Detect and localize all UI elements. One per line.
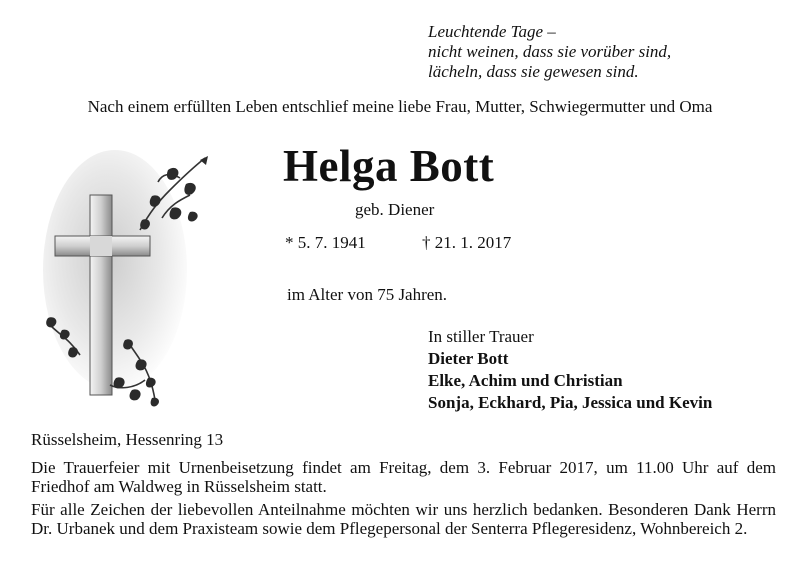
mourner-name: Dieter Bott [428, 349, 509, 368]
birth-date: * 5. 7. 1941 [285, 233, 366, 252]
birth-name: geb. Diener [355, 200, 435, 219]
deceased-name: Helga Bott [283, 141, 495, 191]
mourner-name: Elke, Achim und Christian [428, 371, 623, 390]
motto-poem [428, 22, 671, 82]
funeral-notice: Die Trauerfeier mit Urnenbeisetzung findet am Freitag, dem 3. Februar 2017, um 11.00 Uhr auf dem Friedhof am Waldweg in Rüsselsheim statt. [31, 458, 776, 496]
mourner-name: Sonja, Eckhard, Pia, Jessica und Kevin [428, 393, 713, 412]
intro-text: Nach einem erfüllten Leben entschlief meine liebe Frau, Mutter, Schwiegermutter und Oma [87, 97, 713, 116]
cross-icon [40, 150, 215, 410]
age-text: im Alter von 75 Jahren. [287, 285, 448, 304]
motto-line-2: nicht weinen, dass sie vorüber sind, [428, 42, 672, 61]
address: Rüsselsheim, Hessenring 13 [31, 430, 224, 449]
motto-line-3: lächeln, dass sie gewesen sind. [428, 62, 639, 81]
death-date: † 21. 1. 2017 [422, 233, 512, 252]
cross-ivy-image [40, 150, 215, 410]
motto-line-1: Leuchtende Tage – [428, 22, 556, 41]
mourners-block [428, 326, 712, 414]
thanks-text: Für alle Zeichen der liebevollen Anteilnahme möchten wir uns herzlich bedanken. Besonderen Dank Herrn Dr. Urbanek und dem Praxisteam sowie dem Pflegepersonal der Senterra Pflegeresidenz, Wohnbereich 2. [31, 500, 776, 538]
mourners-intro: In stiller Trauer [428, 327, 534, 346]
